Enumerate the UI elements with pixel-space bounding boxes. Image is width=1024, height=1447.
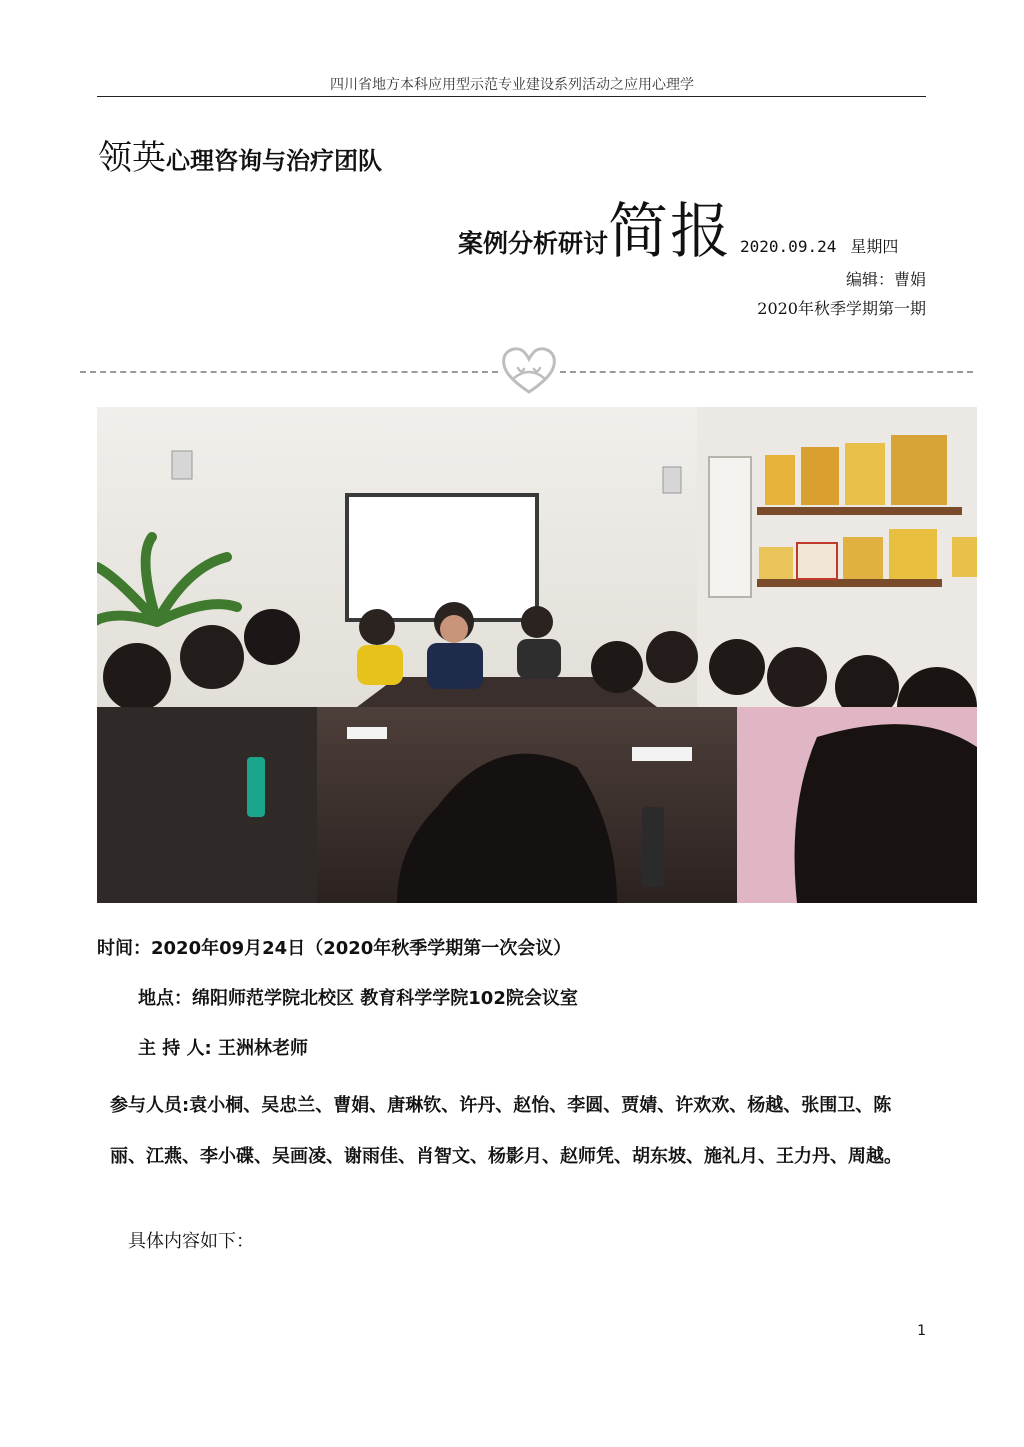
meeting-place: 地点：绵阳师范学院北校区 教育科学学院102院会议室 <box>138 988 578 1009</box>
report-date: 2020.09.24 <box>740 237 837 256</box>
meeting-room-photo <box>97 407 977 903</box>
report-title <box>458 184 898 270</box>
issue-line: 2020年秋季学期第一期 <box>757 299 926 318</box>
heart-smile-icon <box>500 344 558 396</box>
report-subtitle: 案例分析研讨 <box>458 229 609 258</box>
report-weekday: 星期四 <box>850 237 899 256</box>
page-number: 1 <box>917 1323 926 1339</box>
participants-list: 参与人员:袁小桐、吴忠兰、曹娟、唐琳钦、许丹、赵怡、李圆、贾婧、许欢欢、杨越、张围卫、陈丽、江燕、李小碟、吴画凌、谢雨佳、肖智文、杨影月、赵师凭、胡东坡、施礼月、王力丹、周越。 <box>110 1095 902 1167</box>
team-title <box>98 130 382 179</box>
divider-right <box>560 371 973 373</box>
editor-line: 编辑：曹娟 <box>845 270 926 289</box>
running-header: 四川省地方本科应用型示范专业建设系列活动之应用心理学 <box>330 77 694 93</box>
divider-left <box>80 371 498 373</box>
content-intro: 具体内容如下： <box>128 1231 254 1252</box>
meeting-host: 主 持 人: 王洲林老师 <box>138 1038 308 1059</box>
team-name: 心理咨询与治疗团队 <box>166 147 382 175</box>
header-rule <box>97 96 926 97</box>
report-main-title: 简报 <box>608 197 733 267</box>
meeting-time: 时间：2020年09月24日（2020年秋季学期第一次会议） <box>97 938 572 959</box>
team-brand: 领英 <box>98 138 166 178</box>
